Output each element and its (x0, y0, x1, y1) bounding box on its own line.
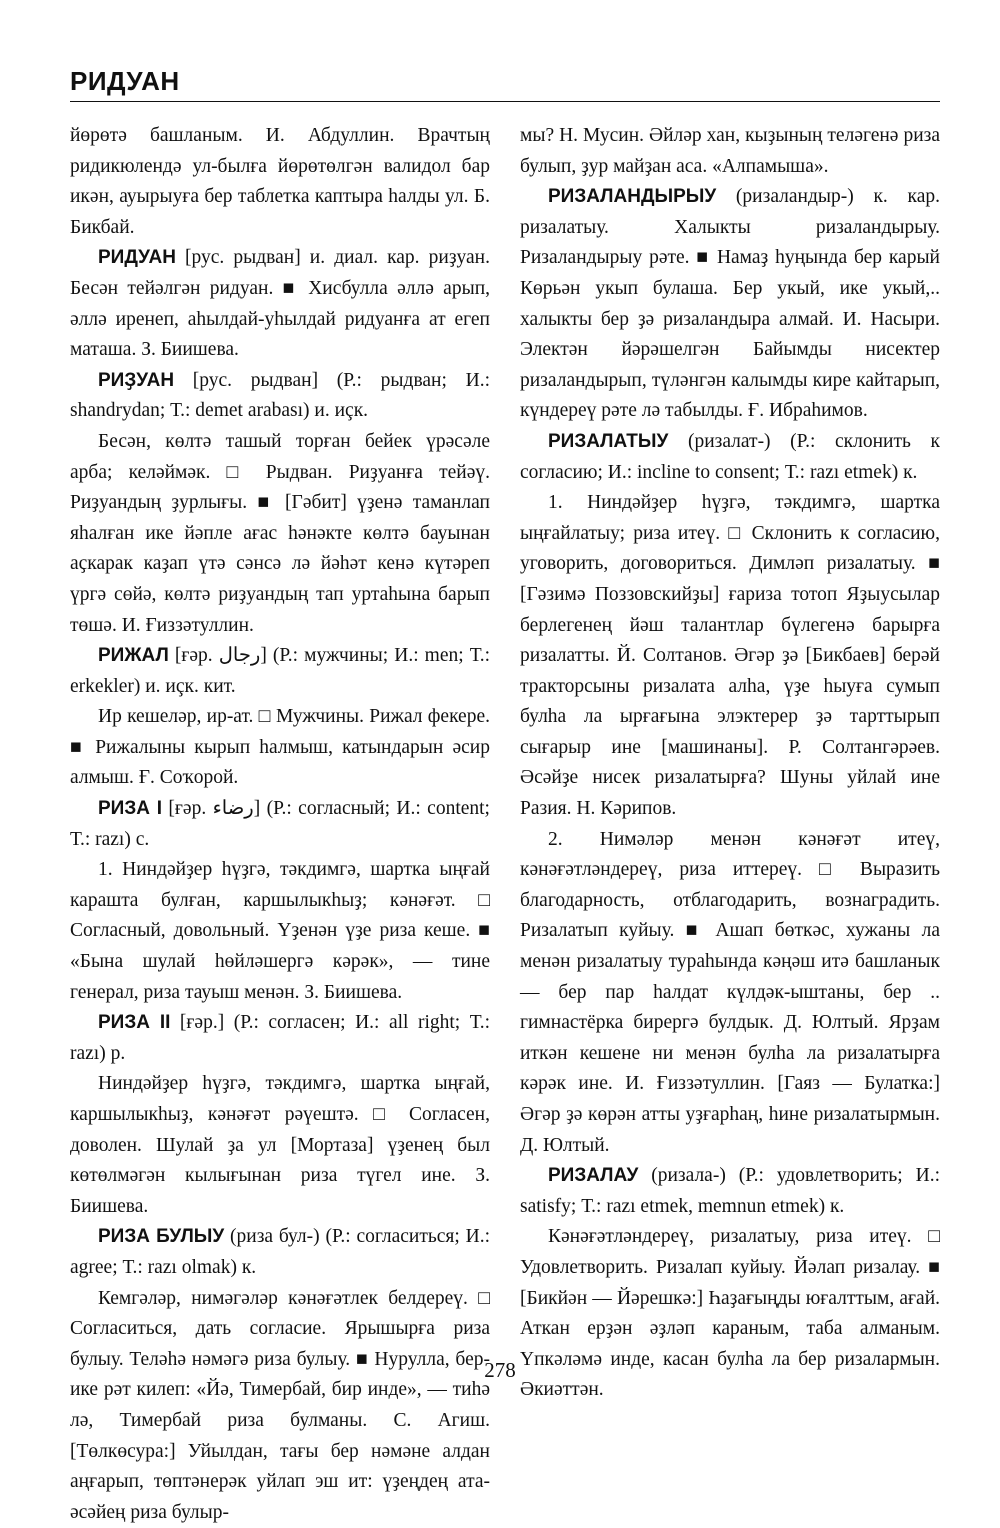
dictionary-entry (70, 1008, 490, 1069)
dictionary-entry (70, 1222, 490, 1283)
entry-paragraph (70, 1069, 490, 1222)
entry-headword: РИЗАЛАУ (548, 1165, 639, 1187)
entry-paragraph (70, 427, 490, 641)
dictionary-entry (520, 1161, 940, 1222)
entry-headword: РИҘУАН (98, 369, 175, 391)
entry-paragraph (70, 1284, 490, 1528)
entry-text: Ниндәйҙер һүҙгә, тәкдимгә, шартка ыңғай, каршылыкһыҙ, кәнәғәт рәүештә. □ Согласен, доволен. Шулай ҙа ул [Мортаза] үҙенең был көтөлмәгән кылығынан риза түгел ине. З. Биишева. (70, 1073, 490, 1217)
entry-text: (риза бул-) (Р.: согласиться; И.: agree; Т.: razı olmak) к. (70, 1226, 490, 1278)
entry-headword: РИЗА I (98, 798, 163, 820)
entry-paragraph (520, 488, 940, 825)
entry-text: Кәнәғәтләндереү, ризалатыу, риза итеү. □ Удовлетворить. Ризалап куйыу. Йәлап ризалау. ■ [Бикйән — Йәрешкә:] Һаҙағыңды юғалттым, ағай. Аткан ерҙән әҙләп караным, таба алманым. Үпкәләмә инде, касан булһа ла бер ризалармын. Әкиәттән. (520, 1226, 940, 1401)
entry-paragraph (70, 702, 490, 794)
right-column (520, 121, 940, 1406)
dictionary-entry (70, 641, 490, 702)
entry-headword: РИЗАЛАНДЫРЫУ (548, 186, 717, 208)
entry-headword: РИЗА БУЛЫУ (98, 1226, 225, 1248)
entry-text: (ризалат-) (Р.: склонить к согласию; И.: incline to consent; Т.: razı etmek) к. (520, 430, 940, 483)
dictionary-entry (520, 427, 940, 488)
entry-text: йөрөтә башланым. И. Абдуллин. Врачтың ридикюлендә ул-былға йөрөтөлгән валидол бар икән, ауырыуға бер таблетка каптыра һалды ул. Б. Бикбай. (70, 125, 490, 238)
entry-paragraph (70, 855, 490, 1008)
entry-text: [ғәр.] (Р.: согласен; И.: all right; Т.: razı) р. (70, 1012, 490, 1064)
dictionary-entry (70, 243, 490, 365)
entry-text: 1. Ниндәйҙер һүҙгә, тәкдимгә, шартка ыңғайлатыу; риза итеү. □ Склонить к согласию, уговорить, договориться. Димләп ризалатыу. ■ [Гәзимә Поззовскийҙы] ғариза тотоп Яҙыусылар берлегенең йәш талантлар бүлегенә барырға ризалатты. Й. Солтанов. Әгәр ҙә [Бикбаев] берәй тракторсыны ризалата алһа, үҙе һыуға сумып булһа ла ырғағына элэктерер ҙә тарттырып сығарыр ине [машинаны]. Р. Солтангәрәев. Әсәйҙе нисек ризалатырға? Шуны уйлай ине Разия. Н. Кәрипов. (520, 492, 940, 820)
page-number: 278 (484, 1358, 516, 1382)
continued-text (70, 121, 490, 243)
entry-text: мы? Н. Мусин. Әйләр хан, кыҙының теләгенә риза булып, ҙур майҙан аса. «Алпамыша». (520, 125, 940, 177)
entry-text: Ир кешеләр, ир-ат. □ Мужчины. Рижал фекере. ■ Рижалыны кырып һалмыш, катындарын әсир алмыш. Ғ. Соҡорой. (70, 706, 490, 789)
entry-headword: РИЗАЛАТЫУ (548, 430, 669, 452)
entry-text: [рус. рыдван] и. диал. кар. риҙуан. Бесән тейәлгән ридуан. ■ Хисбулла әллә арып, әллә иренеп, аһылдай-уһылдай ридуанға ат егеп маташа. З. Биишева. (70, 247, 490, 361)
dictionary-entry (70, 794, 490, 855)
dictionary-entry (520, 182, 940, 427)
entry-text: 1. Ниндәйҙер һүҙгә, тәкдимгә, шартка ыңғай караштa булған, каршылыкһыҙ; кәнәғәт. □ Согласный, довольный. Үҙенән үҙе риза кеше. ■ «Бына шулай һөйләшергә кәрәк», — тине генерал, риза тауыш менән. З. Биишева. (70, 859, 490, 1003)
continued-text (520, 121, 940, 182)
entry-headword: РИЗА II (98, 1012, 171, 1034)
entry-text: Бесән, көлтә ташый торған бейек үрәсәле арба; келәймәк. □ Рыдван. Риҙуанға тейәү. Риҙуандың ҙурлығы. ■ [Гәбит] үҙенә таманлап яһалған ике йәпле ағас һәнәкте көлтә бауынан аҫкарак каҙап үтә сәнсә лә йәһәт кенә күтәреп үргә сөйә, көлтә риҙуандың тап уртаһына барып төшә. И. Ғиззәтуллин. (70, 430, 490, 636)
entry-text: [рус. рыдван] (Р.: рыдван; И.: shandrydan; Т.: demet arabası) и. иçк. (70, 369, 490, 422)
running-head: РИДУАН (70, 66, 180, 96)
entry-text: 2. Нимәләр менән кәнәғәт итеү, кәнәғәтләндереү, риза иттереү. □ Выразить благодарность, отблагодарить, вознаградить. Ризалатып куйыу. ■ Ашап бөткәс, хужаны ла менән ризалатыу тураһында кәңәш итә башланык — бер пар һалдат күлдәк-ыштаны, бер .. гимнастёрка бирергә булдык. Д. Юлтый. Ярҙам иткән кешене ни менән булһа ла ризалатырға кәрәк ине. И. Ғиззәтуллин. [Гаяз — Булатка:] Әгәр ҙә көрән атты уҙғарһаң, һине ризалатырмын. Д. Юлтый. (520, 828, 940, 1156)
left-column (70, 121, 490, 1528)
entry-paragraph (520, 825, 940, 1162)
entry-text: [ғәр. رضاء] (Р.: согласный; И.: content; Т.: razı) с. (70, 798, 490, 850)
entry-text: (ризаландыр-) к. кар. ризалатыу. Халыкты ризаландырыу. Ризаландырыу рәте. ■ Намаҙ һуңында бер карый Көрьән укып булаша. Бер укый, ике укый,.. халыкты бер ҙә ризаландыра алмай. И. Насыри. Электән йәрәшелгән Байымды нисектер ризаландырып, түләнгән калымды кире кайтарып, күндереү рәте лә табылды. Ғ. Ибраһимов. (520, 186, 940, 422)
entry-text: [ғәр. رجال] (Р.: мужчины; И.: men; Т.: erkekler) и. иçк. кит. (70, 645, 490, 697)
header-rule (70, 101, 940, 102)
dictionary-entry (70, 366, 490, 427)
entry-headword: РИДУАН (98, 247, 176, 269)
entry-headword: РИЖАЛ (98, 645, 169, 667)
entry-text: (ризала-) (Р.: удовлетворить; И.: satisfy; Т.: razı etmek, memnun etmek) к. (520, 1165, 940, 1217)
entry-text: Кемгәләр, нимәгәләр кәнәғәтлек белдереү. □ Согласиться, дать согласие. Ярышырға риза булыу. Теләһә нәмәгә риза булыу. ■ Нурулла, бер-ике рәт килеп: «Йә, Тимербай, бир инде», — тиһә лә, Тимербай риза булманы. С. Агиш. [Төлкөсура:] Уйылдан, тағы бер нәмәне алдан аңғарып, төптәнерәк уйлап эш ит: үҙеңдең ата-әсәйең риза булыр- (70, 1287, 490, 1523)
